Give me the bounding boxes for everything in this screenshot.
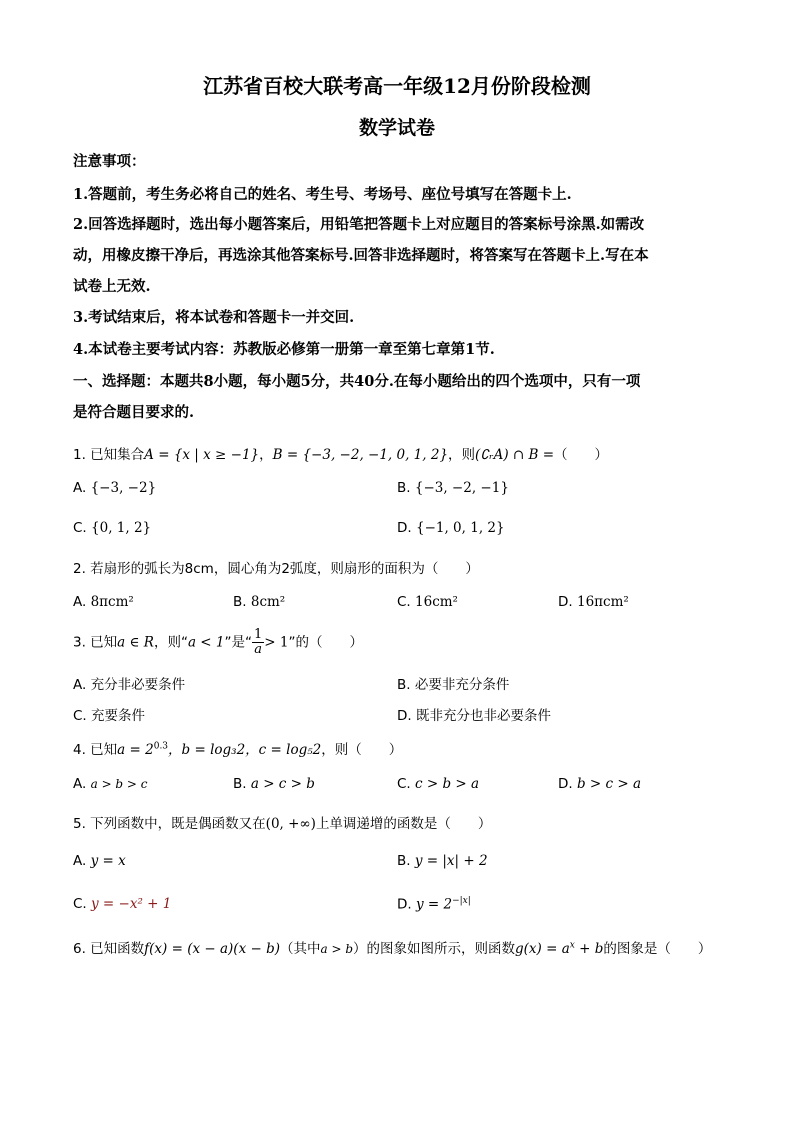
question-5-stem: [73, 812, 491, 832]
q4-option-a-label: A.: [73, 776, 87, 792]
q3-option-c-value: 充要条件: [91, 708, 146, 724]
q3-fraction-numerator: 1: [254, 627, 263, 642]
q5-option-a-value: y = x: [90, 853, 126, 869]
q1-paren: （ ）: [554, 447, 609, 463]
q1-option-d-value: {−1, 0, 1, 2}: [415, 520, 505, 536]
q3-lhs: a < 1: [187, 634, 225, 651]
q4-option-b-value: a > c > b: [250, 776, 315, 792]
q5-option-d-exponent: −|x|: [452, 896, 471, 906]
q5-interval: (0, +∞): [265, 816, 316, 832]
q4-option-a-value: a > b > c: [90, 777, 148, 791]
q1-set-b: B = {−3, −2, −1, 0, 1, 2}: [272, 447, 449, 463]
q1-set-a: A = {x | x ≥ −1}: [144, 447, 260, 463]
q6-stem-d: 的图象是（ ）: [603, 941, 712, 957]
question-4-stem: [73, 738, 402, 758]
q1-option-c: [73, 520, 151, 536]
q1-stem-text: 1. 已知集合: [73, 447, 145, 463]
q6-stem-c: ）的图象如图所示，则函数: [353, 941, 516, 957]
q3-rhs: > 1: [264, 634, 289, 651]
question-3-stem: [73, 628, 363, 657]
q1-option-b-label: B.: [397, 480, 411, 496]
q4-option-b: [233, 776, 315, 792]
q5-option-c-value: y = −x² + 1: [91, 896, 172, 912]
q2-option-a-label: A.: [73, 594, 87, 610]
notes-heading: 注意事项：: [73, 153, 146, 170]
q3-option-b: [397, 673, 509, 693]
exam-subtitle: 数学试卷: [358, 117, 435, 139]
q3-option-d-value: 既非充分也非必要条件: [415, 708, 551, 724]
q5-option-d: [397, 896, 471, 913]
q1-comma: ，: [259, 447, 273, 463]
q3-option-a-value: 充分非必要条件: [90, 677, 186, 693]
section-heading-line-2: 是符合题目要求的.: [73, 404, 195, 421]
section-heading-line-1: 一、选择题：本题共8小题，每小题5分，共40分.在每小题给出的四个选项中，只有一项: [73, 373, 641, 390]
q5-stem-a: 5. 下列函数中，既是偶函数又在: [73, 816, 266, 832]
q5-option-d-label: D.: [397, 896, 412, 913]
q3-stem-a: 3. 已知: [73, 634, 118, 651]
q1-option-a-value: {−3, −2}: [90, 480, 157, 496]
note-2-line-2: 动，用橡皮擦干净后，再选涂其他答案标号.回答非选择题时，将答案写在答题卡上.写在本: [73, 247, 649, 264]
note-3: 3.考试结束后，将本试卷和答题卡一并交回.: [73, 309, 355, 326]
q5-option-b-label: B.: [397, 853, 411, 869]
q3-stem-b: ，则“: [153, 634, 188, 651]
q4-option-b-label: B.: [233, 776, 247, 792]
note-1: 1.答题前，考生务必将自己的姓名、考生号、考场号、座位号填写在答题卡上.: [73, 186, 572, 203]
q4-stem-b: ，则（ ）: [321, 742, 403, 758]
q1-then: ，则: [448, 447, 476, 463]
q5-option-b-value: y = |x| + 2: [414, 853, 488, 869]
q4-option-c-label: C.: [397, 776, 411, 792]
q2-option-c-value: 16cm²: [415, 594, 458, 610]
q1-option-d-label: D.: [397, 520, 412, 536]
q4-option-d-value: b > c > a: [576, 776, 642, 792]
q3-stem-d: ”的（ ）: [288, 634, 363, 651]
q1-option-b: [397, 480, 509, 496]
q6-condition: a > b: [320, 942, 354, 956]
q4-option-c-value: c > b > a: [415, 776, 480, 792]
q4-option-d: [558, 776, 641, 792]
q2-option-b-value: 8cm²: [250, 594, 286, 610]
q3-fraction-denominator: a: [254, 642, 263, 657]
q3-option-c: [73, 704, 145, 724]
q1-expression: (∁ᵣA) ∩ B =: [475, 447, 555, 463]
q5-option-b: [397, 853, 488, 869]
q4-stem-a: 4. 已知: [73, 742, 118, 758]
q3-option-a: [73, 673, 185, 693]
q5-option-a-label: A.: [73, 853, 87, 869]
q3-option-b-value: 必要非充分条件: [414, 677, 510, 693]
q2-option-d-label: D.: [558, 594, 573, 610]
note-2-line-1: 2.回答选择题时，选出每小题答案后，用铅笔把答题卡上对应题目的答案标号涂黑.如需改: [73, 216, 645, 233]
note-4: 4.本试卷主要考试内容：苏教版必修第一册第一章至第七章第1节.: [73, 341, 495, 358]
q6-g-exponent: x: [569, 940, 575, 951]
q1-option-d: [397, 520, 505, 536]
exam-title: 江苏省百校大联考高一年级12月份阶段检测: [203, 74, 591, 98]
q6-function-g: g(x) = a: [515, 941, 570, 957]
q2-option-d: [558, 594, 629, 610]
q1-option-c-label: C.: [73, 520, 87, 536]
q4-option-c: [397, 776, 479, 792]
question-1-stem: [73, 443, 608, 463]
q3-fraction: [252, 628, 264, 657]
q2-option-a-value: 8πcm²: [90, 594, 134, 610]
question-6-stem: [73, 937, 711, 957]
q4-option-a: [73, 776, 148, 792]
q5-option-c: [73, 896, 171, 912]
question-2-stem: 2. 若扇形的弧长为8cm，圆心角为2弧度，则扇形的面积为（ ）: [73, 561, 479, 577]
q4-a-def: a = 2: [117, 742, 154, 758]
q4-b-def: ，b = log₃2: [168, 742, 246, 758]
q1-option-a: [73, 480, 156, 496]
q5-option-d-value: y = 2: [415, 896, 453, 913]
q3-option-b-label: B.: [397, 677, 411, 693]
q3-condition: a ∈ R: [117, 634, 154, 651]
q1-option-c-value: {0, 1, 2}: [91, 520, 152, 536]
q5-option-c-label: C.: [73, 896, 87, 912]
q2-option-c-label: C.: [397, 594, 411, 610]
q2-option-b-label: B.: [233, 594, 247, 610]
q6-stem-a: 6. 已知函数: [73, 941, 145, 957]
q6-g-tail: + b: [574, 941, 604, 957]
note-2-line-3: 试卷上无效.: [73, 278, 151, 295]
q4-a-exponent: 0.3: [153, 741, 169, 752]
q1-option-a-label: A.: [73, 480, 87, 496]
q6-function-f: f(x) = (x − a)(x − b): [144, 941, 280, 957]
q6-stem-b: （其中: [279, 941, 321, 957]
q2-option-c: [397, 594, 458, 610]
q3-option-c-label: C.: [73, 708, 87, 724]
q3-option-d-label: D.: [397, 708, 412, 724]
q5-option-a: [73, 853, 126, 869]
q3-option-d: [397, 704, 551, 724]
q2-option-b: [233, 594, 285, 610]
q3-option-a-label: A.: [73, 677, 87, 693]
q5-stem-b: 上单调递增的函数是（ ）: [315, 816, 492, 832]
q4-c-def: ，c = log₅2: [245, 742, 322, 758]
q3-stem-c: ”是“: [224, 634, 253, 651]
q2-option-a: [73, 594, 134, 610]
q2-option-d-value: 16πcm²: [576, 594, 629, 610]
q1-option-b-value: {−3, −2, −1}: [414, 480, 509, 496]
q4-option-d-label: D.: [558, 776, 573, 792]
